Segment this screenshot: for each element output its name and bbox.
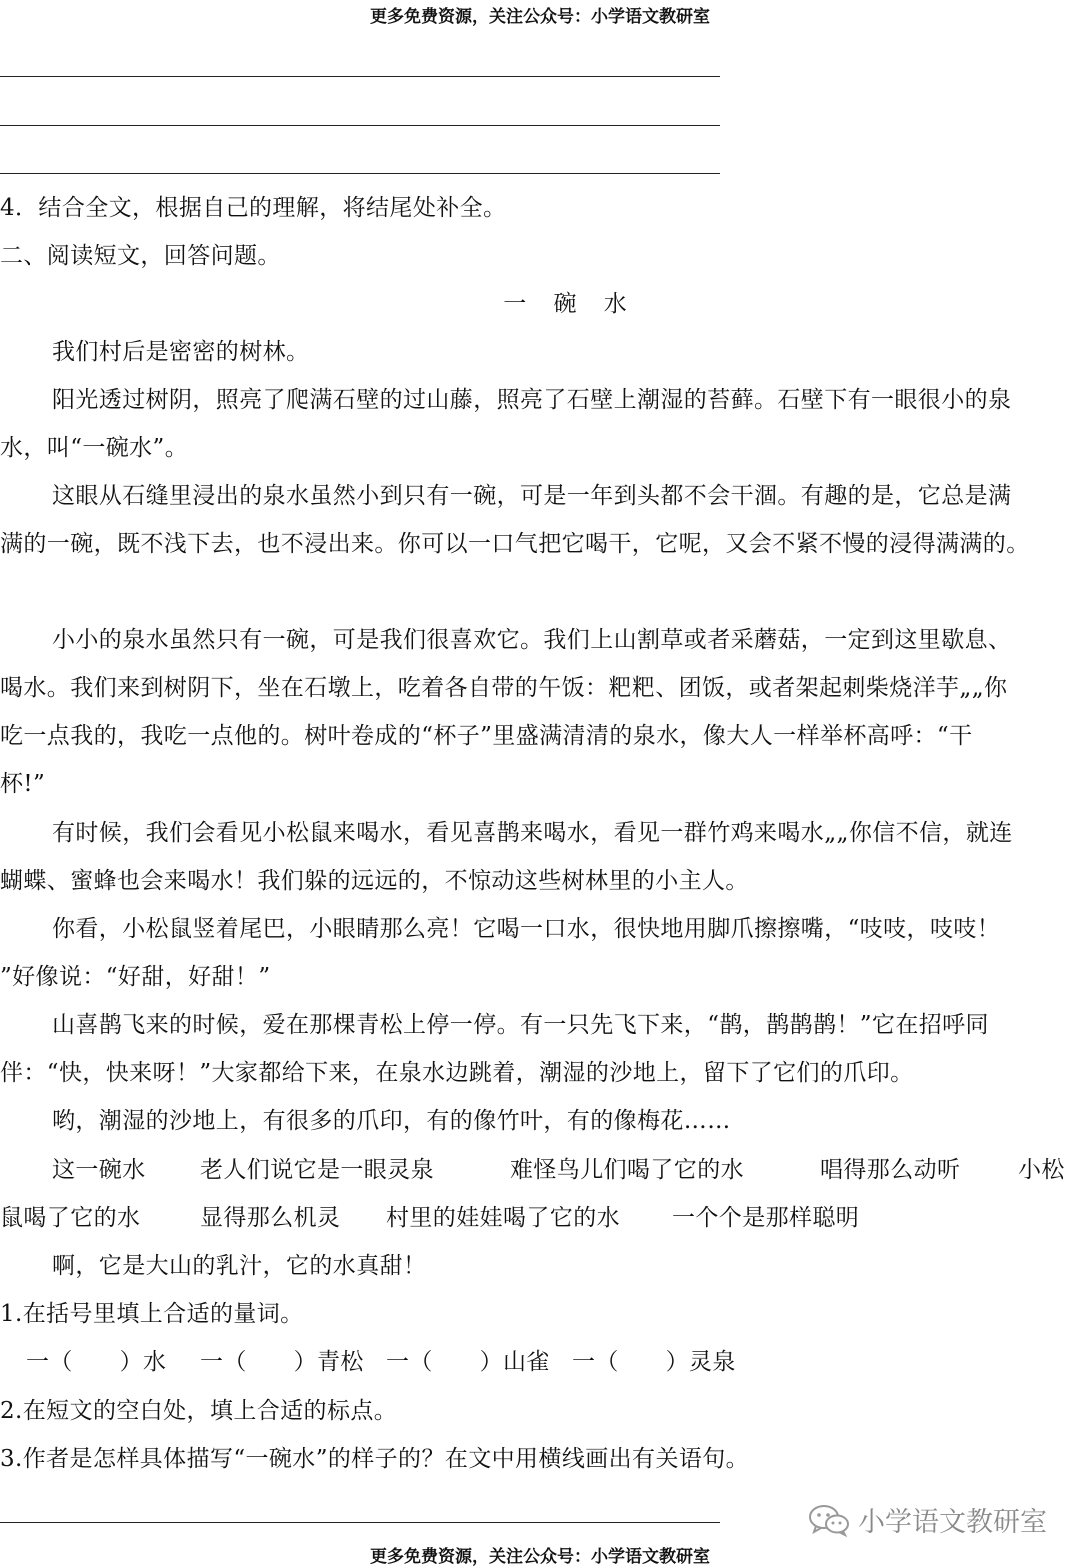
paragraph-5-line-2: 蝴蝶、蜜蜂也会来喝水！我们躲的远远的，不惊动这些树林里的小主人。 xyxy=(0,868,749,894)
blank-phrase: 鼠喝了它的水 xyxy=(0,1205,141,1231)
paragraph-4-line-2: 喝水。我们来到树阴下，坐在石墩上，吃着各自带的午饭：粑粑、团饭，或者架起刺柴烧洋芋„„你 xyxy=(0,675,1008,701)
footer-banner: 更多免费资源，关注公众号：小学语文教研室 xyxy=(370,1547,710,1567)
blank-phrase: 一个个是那样聪明 xyxy=(672,1205,860,1231)
question-2: 2.在短文的空白处，填上合适的标点。 xyxy=(0,1398,398,1424)
passage-title: 一 碗 水 xyxy=(503,291,637,317)
blank-phrase: 唱得那么动听 xyxy=(820,1157,961,1183)
paragraph-4-line-3: 吃一点我的，我吃一点他的。树叶卷成的“杯子”里盛满清清的泉水，像大人一样举杯高呼：“干 xyxy=(0,723,973,749)
question-1: 1.在括号里填上合适的量词。 xyxy=(0,1301,304,1327)
header-banner: 更多免费资源，关注公众号：小学语文教研室 xyxy=(370,7,710,27)
paragraph-7-line-2: 伴：“快，快来呀！”大家都给下来，在泉水边跳着，潮湿的沙地上，留下了它们的爪印。 xyxy=(0,1060,914,1086)
answer-line xyxy=(0,125,720,126)
paragraph-5-line-1: 有时候，我们会看见小松鼠来喝水，看见喜鹊来喝水，看见一群竹鸡来喝水„„你信不信，就连 xyxy=(52,820,1013,846)
blank-phrase: 小松 xyxy=(1018,1157,1065,1183)
measure-word-blank: 一（ ）灵泉 xyxy=(572,1349,736,1375)
paragraph-4-line-4: 杯!” xyxy=(0,771,46,797)
measure-word-blank: 一（ ）山雀 xyxy=(386,1349,550,1375)
answer-line xyxy=(0,173,720,174)
question-3: 3.作者是怎样具体描写“一碗水”的样子的？在文中用横线画出有关语句。 xyxy=(0,1446,750,1472)
paragraph-7-line-1: 山喜鹊飞来的时候，爱在那棵青松上停一停。有一只先飞下来，“鹊，鹊鹊鹊！”它在招呼同 xyxy=(52,1012,989,1038)
blank-phrase: 老人们说它是一眼灵泉 xyxy=(200,1157,434,1183)
wechat-icon xyxy=(808,1503,850,1537)
section-heading: 二、阅读短文，回答问题。 xyxy=(0,243,281,269)
watermark-text: 小学语文教研室 xyxy=(858,1507,1047,1538)
answer-line xyxy=(0,1522,720,1523)
paragraph-3-line-1: 这眼从石缝里浸出的泉水虽然小到只有一碗，可是一年到头都不会干涸。有趣的是，它总是满 xyxy=(52,483,1012,509)
paragraph-3-line-2: 满的一碗，既不浅下去，也不浸出来。你可以一口气把它喝干，它呢，又会不紧不慢的浸得满满的。 xyxy=(0,531,1030,557)
paragraph-1: 我们村后是密密的树林。 xyxy=(52,339,310,365)
paragraph-6-line-1: 你看，小松鼠竖着尾巴，小眼睛那么亮！它喝一口水，很快地用脚爪擦擦嘴，“吱吱，吱吱！ xyxy=(52,916,1001,942)
blank-phrase: 这一碗水 xyxy=(52,1157,146,1183)
blank-phrase: 难怪鸟儿们喝了它的水 xyxy=(510,1157,744,1183)
paragraph-6-line-2: ”好像说：“好甜，好甜！” xyxy=(0,964,271,990)
answer-line xyxy=(0,76,720,77)
watermark xyxy=(808,1500,1047,1539)
paragraph-2-line-1: 阳光透过树阴，照亮了爬满石壁的过山藤，照亮了石壁上潮湿的苔藓。石壁下有一眼很小的泉 xyxy=(52,387,1012,413)
paragraph-8: 哟，潮湿的沙地上，有很多的爪印，有的像竹叶，有的像梅花…… xyxy=(52,1108,731,1134)
paragraph-10: 啊，它是大山的乳汁，它的水真甜！ xyxy=(52,1253,427,1279)
measure-word-blank: 一（ ）水 xyxy=(26,1349,167,1375)
paragraph-4-line-1: 小小的泉水虽然只有一碗，可是我们很喜欢它。我们上山割草或者采蘑菇，一定到这里歇息、 xyxy=(52,627,1012,653)
question-4: 4．结合全文，根据自己的理解，将结尾处补全。 xyxy=(0,195,507,221)
blank-phrase: 村里的娃娃喝了它的水 xyxy=(386,1205,620,1231)
measure-word-blank: 一（ ）青松 xyxy=(200,1349,364,1375)
blank-phrase: 显得那么机灵 xyxy=(200,1205,341,1231)
paragraph-2-line-2: 水，叫“一碗水”。 xyxy=(0,435,189,461)
